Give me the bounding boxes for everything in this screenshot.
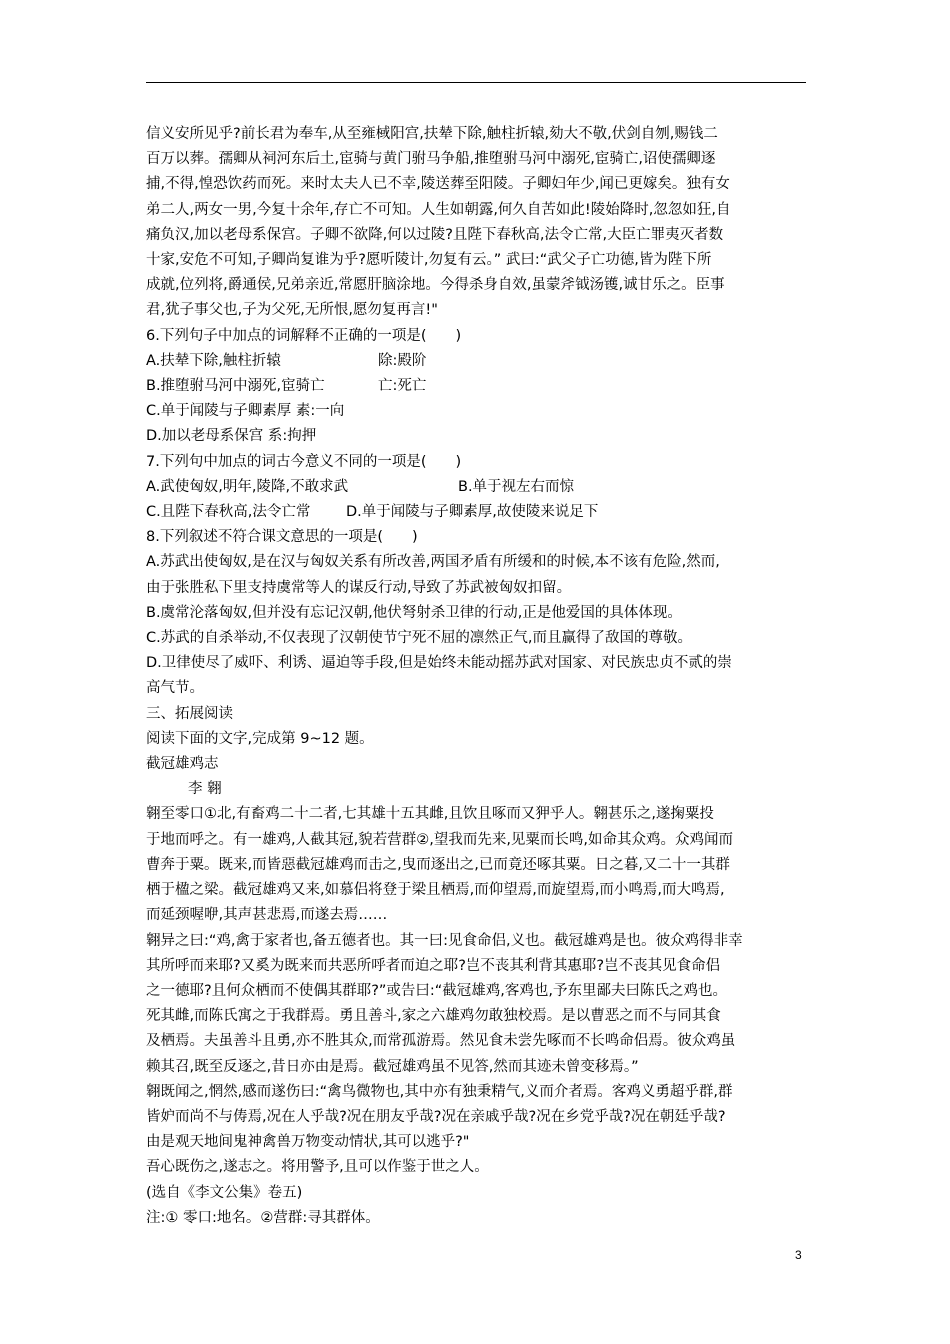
page-body <box>146 122 810 1231</box>
article-line: 之一德耶?且何众栖而不使偶其群耶?”或告曰:“截冠雄鸡,客鸡也,予东里鄙夫曰陈氏之鸡也。 <box>146 982 728 999</box>
passage-line: 信义安所见乎?前长君为奉车,从至雍棫阳宫,扶辇下除,触柱折辕,劾大不敬,伏剑自刎,赐钱二 <box>146 126 718 142</box>
article-line: 及栖焉。夫虽善斗且勇,亦不胜其众,而常孤游焉。然见食未尝先啄而不长鸣命侣焉。彼众鸡虽 <box>146 1033 736 1050</box>
source-citation: (选自《李文公集》卷五) <box>146 1184 303 1201</box>
question-8 <box>146 525 810 701</box>
article-line: 翱既闻之,惘然,感而遂伤曰:“禽鸟微物也,其中亦有独秉精气,义而介者焉。客鸡义勇超乎群,群 <box>146 1083 733 1100</box>
header-rule <box>146 82 806 83</box>
passage <box>146 122 810 324</box>
option-b <box>146 374 810 399</box>
option-b: B.虞常沦落匈奴,但并没有忘记汉朝,他伏弩射杀卫律的行动,正是他爱国的具体体现。 <box>146 604 682 621</box>
article-line: 赖其召,既至反逐之,昔日亦由是焉。截冠雄鸡虽不见答,然而其迹未曾变移焉。” <box>146 1058 639 1075</box>
article-line: 而延颈喔咿,其声甚悲焉,而遂去焉…… <box>146 907 388 924</box>
passage-line: 十家,安危不可知,子卿尚复谁为乎?愿听陵计,勿复有云。” 武曰:“武父子亡功德,皆为陛下所 <box>146 252 712 269</box>
option-d-line: 高气节。 <box>146 680 204 697</box>
article-author: 李 翱 <box>188 781 222 798</box>
option-c: C.单于闻陵与子卿素厚 素:一向 <box>146 403 345 420</box>
article-line: 由是观天地间鬼神禽兽万物变动情状,其可以逃乎?" <box>146 1134 470 1151</box>
option-gloss: 除:殿阶 <box>378 352 427 369</box>
question-6 <box>146 324 810 450</box>
article-line: 于地而呼之。有一雄鸡,人截其冠,貌若营群②,望我而先来,见粟而长鸣,如命其众鸡。众鸡闻而 <box>146 831 734 848</box>
options-ab <box>146 475 810 500</box>
question-stem: 8.下列叙述不符合课文意思的一项是( ) <box>146 529 418 546</box>
option-c: C.苏武的自杀举动,不仅表现了汉朝使节宁死不屈的凛然正气,而且赢得了敌国的尊敬。 <box>146 630 692 647</box>
question-stem: 6.下列句子中加点的词解释不正确的一项是( ) <box>146 327 462 344</box>
option-text: B.推堕驸马河中溺死,宦骑亡 <box>146 378 325 395</box>
section-instruction: 阅读下面的文字,完成第 9~12 题。 <box>146 730 374 747</box>
section-extended-reading <box>146 702 810 803</box>
option-a <box>146 349 810 374</box>
passage-line: 君,犹子事父也,子为父死,无所恨,愿勿复再言!" <box>146 302 438 319</box>
option-text: A.扶辇下除,触柱折辕 <box>146 352 281 369</box>
question-stem: 7.下列句中加点的词古今意义不同的一项是( ) <box>146 453 462 470</box>
option-d-line: D.卫律使尽了威吓、利诱、逼迫等手段,但是始终未能动摇苏武对国家、对民族忠贞不贰的崇 <box>146 655 732 672</box>
article-line: 翱异之曰:“鸡,禽于家者也,备五德者也。其一曰:见食命侣,义也。截冠雄鸡是也。彼众鸡得非幸 <box>146 932 743 949</box>
option-a-line: 由于张胜私下里支持虞常等人的谋反行动,导致了苏武被匈奴扣留。 <box>146 579 572 596</box>
passage-line: 百万以葬。孺卿从祠河东后土,宦骑与黄门驸马争船,推堕驸马河中溺死,宦骑亡,诏使孺卿逐 <box>146 151 716 168</box>
option-gloss: 亡:死亡 <box>378 378 427 395</box>
article-title: 截冠雄鸡志 <box>146 756 219 773</box>
article-line: 翱至零口①北,有畜鸡二十二者,七其雄十五其雌,且饮且啄而又狎乎人。翱甚乐之,遂掬粟投 <box>146 806 714 823</box>
page-number: 3 <box>795 1248 802 1262</box>
article-body <box>146 802 810 1230</box>
article-line: 死其雌,而陈氏寓之于我群焉。勇且善斗,家之六雄鸡勿敢独校焉。是以曹恶之而不与同其食 <box>146 1008 721 1025</box>
section-heading: 三、拓展阅读 <box>146 705 233 722</box>
option-d: D.单于闻陵与子卿素厚,故使陵来说足下 <box>346 504 599 521</box>
article-line: 皆妒而尚不与俦焉,况在人乎哉?况在朋友乎哉?况在亲戚乎哉?况在乡党乎哉?况在朝廷乎哉? <box>146 1108 726 1125</box>
option-a: A.武使匈奴,明年,陵降,不敢求武 <box>146 478 349 495</box>
option-c: C.且陛下春秋高,法令亡常 <box>146 504 311 521</box>
passage-line: 弟二人,两女一男,今复十余年,存亡不可知。人生如朝露,何久自苦如此!陵始降时,忽忽如狂,自 <box>146 201 731 218</box>
footnotes: 注:① 零口:地名。②营群:寻其群体。 <box>146 1209 380 1226</box>
question-7 <box>146 450 810 526</box>
article-line: 曹奔于粟。既来,而皆惡截冠雄鸡而击之,曳而逐出之,已而竟还啄其粟。日之暮,又二十一其群 <box>146 856 730 873</box>
passage-line: 成就,位列将,爵通侯,兄弟亲近,常愿肝脑涂地。今得杀身自效,虽蒙斧钺汤镬,诚甘乐之。臣事 <box>146 277 725 294</box>
article-line: 其所呼而来耶?又奚为既来而共恶所呼者而迫之耶?岂不丧其利背其惠耶?岂不丧其见食命侣 <box>146 957 721 974</box>
options-cd <box>146 500 810 525</box>
option-a-line: A.苏武出使匈奴,是在汉与匈奴关系有所改善,两国矛盾有所缓和的时候,本不该有危险,然而, <box>146 554 720 571</box>
article-line: 栖于楹之梁。截冠雄鸡又来,如慕侣将登于梁且栖焉,而仰望焉,而旋望焉,而小鸣焉,而大鸣焉, <box>146 882 725 899</box>
passage-line: 捕,不得,惶恐饮药而死。来时太夫人已不幸,陵送葬至阳陵。子卿妇年少,闻已更嫁矣。独有女 <box>146 176 730 193</box>
article-line: 吾心既伤之,遂志之。将用警予,且可以作鉴于世之人。 <box>146 1159 489 1176</box>
option-d: D.加以老母系保宫 系:拘押 <box>146 428 317 445</box>
option-b: B.单于视左右而惊 <box>458 478 575 495</box>
passage-line: 痛负汉,加以老母系保宫。子卿不欲降,何以过陵?且陛下春秋高,法令亡常,大臣亡罪夷灭者数 <box>146 226 724 243</box>
